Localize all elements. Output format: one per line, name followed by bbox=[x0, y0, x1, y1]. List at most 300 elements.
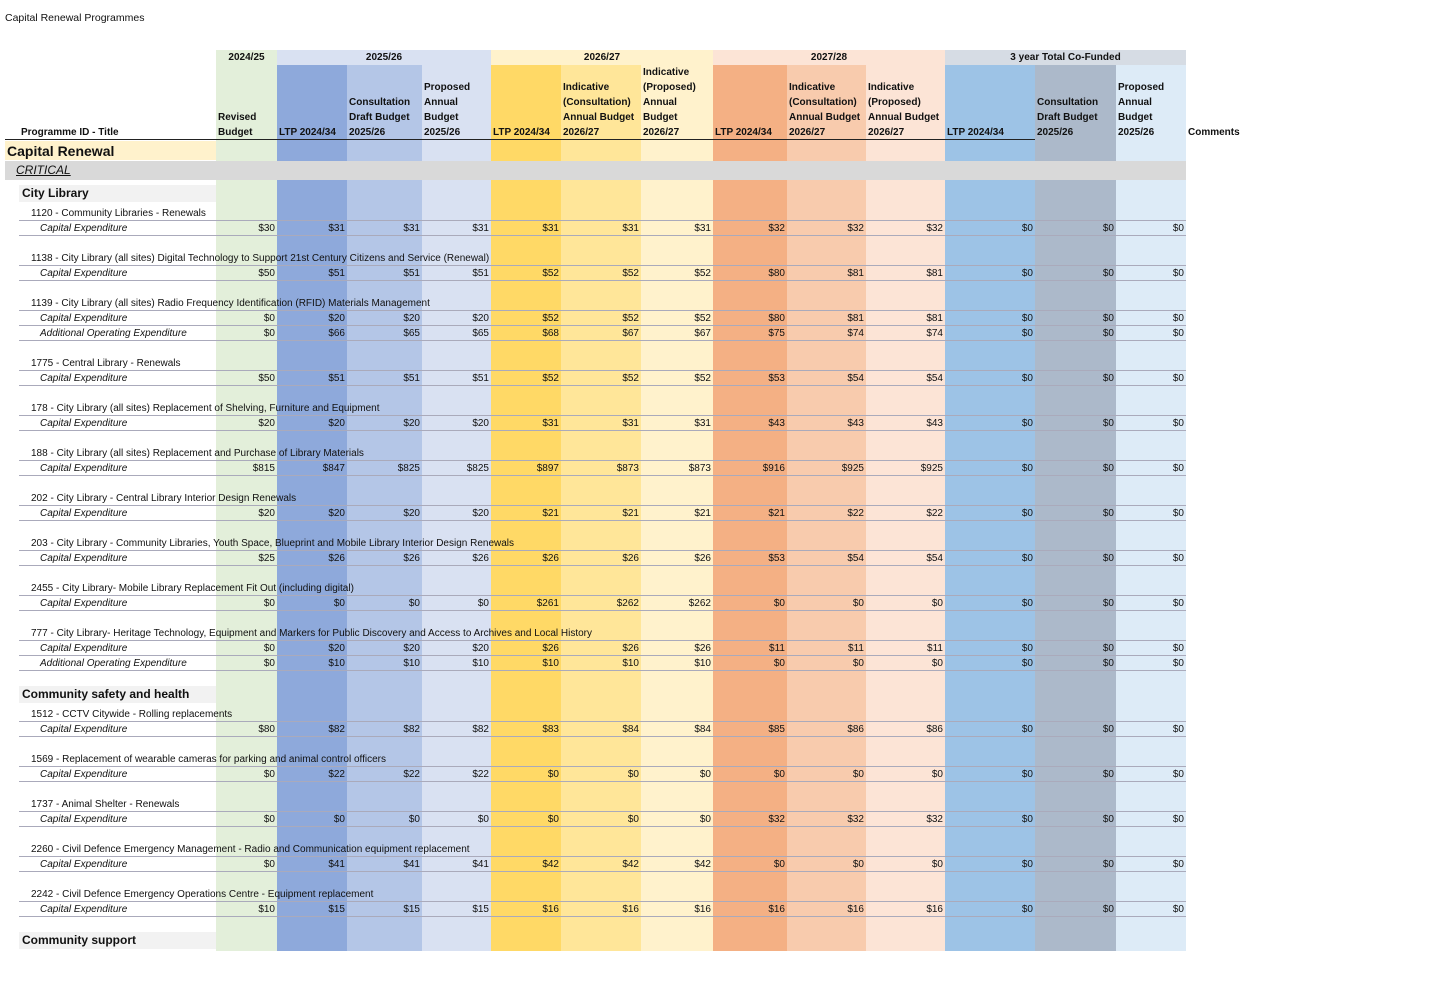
value-cell: $0 bbox=[1021, 373, 1033, 384]
column-header: Indicative (Consultation) Annual Budget 2026/27 bbox=[561, 65, 641, 140]
value-cell: $0 bbox=[1172, 373, 1184, 384]
programme-title: 1139 - City Library (all sites) Radio Frequency Identification (RFID) Materials Management bbox=[31, 298, 430, 309]
value-cell: $0 bbox=[1021, 724, 1033, 735]
value-cell: $0 bbox=[1021, 223, 1033, 234]
programme-title: 2260 - Civil Defence Emergency Management - Radio and Communication equipment replacement bbox=[31, 844, 470, 855]
value-cell: $0 bbox=[1102, 769, 1114, 780]
row-divider bbox=[19, 430, 1186, 431]
value-cell: $0 bbox=[1102, 463, 1114, 474]
value-cell: $26 bbox=[403, 553, 420, 564]
value-cell: $16 bbox=[622, 904, 639, 915]
value-cell: $0 bbox=[773, 598, 785, 609]
value-cell: $0 bbox=[1021, 418, 1033, 429]
value-cell: $20 bbox=[472, 643, 489, 654]
value-cell: $80 bbox=[258, 724, 275, 735]
value-cell: $21 bbox=[622, 508, 639, 519]
column-background bbox=[641, 140, 713, 951]
year-group-header: 2026/27 bbox=[491, 50, 713, 65]
table-row bbox=[0, 221, 1190, 236]
value-cell: $32 bbox=[926, 223, 943, 234]
value-cell: $825 bbox=[466, 463, 489, 474]
year-group-header: 3 year Total Co-Funded bbox=[945, 50, 1186, 65]
value-cell: $53 bbox=[768, 553, 785, 564]
column-background bbox=[866, 140, 945, 951]
value-cell: $22 bbox=[472, 769, 489, 780]
value-cell: $43 bbox=[768, 418, 785, 429]
value-cell: $50 bbox=[258, 373, 275, 384]
header-underline bbox=[5, 139, 1035, 140]
row-divider bbox=[19, 670, 1186, 671]
value-cell: $32 bbox=[768, 223, 785, 234]
row-divider bbox=[19, 871, 1186, 872]
programme-title: 1737 - Animal Shelter - Renewals bbox=[31, 799, 180, 810]
column-background bbox=[1035, 140, 1116, 951]
value-cell: $80 bbox=[768, 313, 785, 324]
table-row bbox=[0, 326, 1190, 341]
year-group-header: 2024/25 bbox=[216, 50, 277, 65]
value-cell: $20 bbox=[403, 313, 420, 324]
value-cell: $25 bbox=[258, 553, 275, 564]
value-cell: $84 bbox=[694, 724, 711, 735]
value-cell: $26 bbox=[694, 643, 711, 654]
value-cell: $68 bbox=[542, 328, 559, 339]
value-cell: $0 bbox=[547, 814, 559, 825]
value-cell: $11 bbox=[848, 643, 864, 654]
value-cell: $0 bbox=[1172, 508, 1184, 519]
row-label: Capital Expenditure bbox=[40, 223, 128, 234]
table-row bbox=[0, 857, 1190, 872]
row-label: Capital Expenditure bbox=[40, 463, 128, 474]
value-cell: $11 bbox=[769, 643, 785, 654]
column-header: Programme ID - Title bbox=[21, 127, 119, 138]
table-row bbox=[0, 461, 1190, 476]
value-cell: $0 bbox=[1172, 223, 1184, 234]
value-cell: $0 bbox=[1021, 463, 1033, 474]
value-cell: $26 bbox=[328, 553, 345, 564]
value-cell: $0 bbox=[1102, 418, 1114, 429]
table-row bbox=[0, 416, 1190, 431]
value-cell: $43 bbox=[847, 418, 864, 429]
row-divider bbox=[19, 610, 1186, 611]
value-cell: $0 bbox=[1021, 814, 1033, 825]
value-cell: $262 bbox=[616, 598, 639, 609]
row-divider bbox=[19, 781, 1186, 782]
row-divider bbox=[19, 520, 1186, 521]
row-label: Capital Expenditure bbox=[40, 643, 128, 654]
row-divider bbox=[19, 235, 1186, 236]
column-header: Indicative (Consultation) Annual Budget 2026/27 bbox=[787, 65, 866, 140]
value-cell: $20 bbox=[328, 418, 345, 429]
value-cell: $16 bbox=[694, 904, 711, 915]
value-cell: $20 bbox=[472, 508, 489, 519]
row-divider bbox=[19, 736, 1186, 737]
table-row bbox=[0, 656, 1190, 671]
value-cell: $0 bbox=[1021, 508, 1033, 519]
row-label: Capital Expenditure bbox=[40, 508, 128, 519]
value-cell: $26 bbox=[622, 643, 639, 654]
programme-title: 1512 - CCTV Citywide - Rolling replacements bbox=[31, 709, 233, 720]
value-cell: $81 bbox=[926, 268, 943, 279]
row-divider bbox=[19, 826, 1186, 827]
value-cell: $15 bbox=[403, 904, 420, 915]
row-divider bbox=[19, 385, 1186, 386]
value-cell: $41 bbox=[328, 859, 345, 870]
value-cell: $81 bbox=[847, 313, 864, 324]
value-cell: $825 bbox=[397, 463, 420, 474]
value-cell: $54 bbox=[926, 373, 943, 384]
page-title: Capital Renewal Programmes bbox=[5, 12, 145, 24]
value-cell: $916 bbox=[762, 463, 785, 474]
column-header: Comments bbox=[1188, 127, 1240, 138]
value-cell: $22 bbox=[847, 508, 864, 519]
value-cell: $22 bbox=[926, 508, 943, 519]
table-row bbox=[0, 551, 1190, 566]
value-cell: $65 bbox=[403, 328, 420, 339]
value-cell: $31 bbox=[328, 223, 345, 234]
value-cell: $52 bbox=[622, 373, 639, 384]
year-group-header: 2025/26 bbox=[277, 50, 491, 65]
column-background bbox=[1116, 140, 1186, 951]
value-cell: $51 bbox=[328, 268, 345, 279]
table-row bbox=[0, 266, 1190, 281]
value-cell: $0 bbox=[1102, 643, 1114, 654]
programme-title: 203 - City Library - Community Libraries, Youth Space, Blueprint and Mobile Library Interior Design Renewals bbox=[31, 538, 515, 549]
value-cell: $15 bbox=[328, 904, 345, 915]
value-cell: $0 bbox=[1021, 598, 1033, 609]
value-cell: $0 bbox=[1172, 724, 1184, 735]
value-cell: $10 bbox=[258, 904, 275, 915]
value-cell: $0 bbox=[1021, 859, 1033, 870]
row-divider bbox=[19, 475, 1186, 476]
value-cell: $52 bbox=[622, 268, 639, 279]
value-cell: $41 bbox=[472, 859, 489, 870]
value-cell: $0 bbox=[852, 769, 864, 780]
value-cell: $21 bbox=[768, 508, 785, 519]
value-cell: $0 bbox=[1021, 328, 1033, 339]
value-cell: $0 bbox=[627, 814, 639, 825]
group-title: City Library bbox=[22, 186, 89, 200]
value-cell: $0 bbox=[1102, 313, 1114, 324]
value-cell: $0 bbox=[1021, 658, 1033, 669]
value-cell: $0 bbox=[1102, 598, 1114, 609]
value-cell: $20 bbox=[258, 508, 275, 519]
value-cell: $52 bbox=[622, 313, 639, 324]
row-label: Capital Expenditure bbox=[40, 724, 128, 735]
value-cell: $31 bbox=[542, 223, 559, 234]
value-cell: $31 bbox=[694, 223, 711, 234]
category-label: CRITICAL bbox=[16, 163, 71, 177]
value-cell: $20 bbox=[258, 418, 275, 429]
value-cell: $0 bbox=[547, 769, 559, 780]
row-label: Capital Expenditure bbox=[40, 418, 128, 429]
column-background bbox=[945, 140, 1035, 951]
value-cell: $52 bbox=[694, 373, 711, 384]
value-cell: $0 bbox=[1172, 859, 1184, 870]
value-cell: $11 bbox=[927, 643, 943, 654]
value-cell: $42 bbox=[542, 859, 559, 870]
row-label: Capital Expenditure bbox=[40, 904, 128, 915]
value-cell: $16 bbox=[542, 904, 559, 915]
value-cell: $32 bbox=[847, 814, 864, 825]
value-cell: $83 bbox=[542, 724, 559, 735]
column-header: Proposed Annual Budget 2025/26 bbox=[1116, 65, 1186, 140]
value-cell: $22 bbox=[403, 769, 420, 780]
value-cell: $0 bbox=[263, 328, 275, 339]
row-label: Capital Expenditure bbox=[40, 769, 128, 780]
value-cell: $52 bbox=[542, 313, 559, 324]
column-header: LTP 2024/34 bbox=[277, 65, 347, 140]
value-cell: $0 bbox=[333, 598, 345, 609]
programme-title: 202 - City Library - Central Library Interior Design Renewals bbox=[31, 493, 297, 504]
value-cell: $0 bbox=[852, 859, 864, 870]
value-cell: $0 bbox=[931, 598, 943, 609]
value-cell: $16 bbox=[926, 904, 943, 915]
row-label: Capital Expenditure bbox=[40, 859, 128, 870]
value-cell: $10 bbox=[403, 658, 420, 669]
value-cell: $0 bbox=[773, 658, 785, 669]
value-cell: $0 bbox=[263, 859, 275, 870]
value-cell: $30 bbox=[258, 223, 275, 234]
value-cell: $51 bbox=[328, 373, 345, 384]
value-cell: $86 bbox=[847, 724, 864, 735]
value-cell: $16 bbox=[847, 904, 864, 915]
value-cell: $873 bbox=[688, 463, 711, 474]
value-cell: $925 bbox=[920, 463, 943, 474]
value-cell: $0 bbox=[699, 814, 711, 825]
table-row bbox=[0, 506, 1190, 521]
value-cell: $0 bbox=[1102, 553, 1114, 564]
value-cell: $0 bbox=[1102, 373, 1114, 384]
value-cell: $51 bbox=[403, 268, 420, 279]
value-cell: $0 bbox=[1172, 643, 1184, 654]
table-row bbox=[0, 902, 1190, 917]
value-cell: $20 bbox=[328, 508, 345, 519]
row-label: Capital Expenditure bbox=[40, 598, 128, 609]
column-header: Indicative (Proposed) Annual Budget 2026/27 bbox=[866, 65, 945, 140]
value-cell: $0 bbox=[1021, 643, 1033, 654]
value-cell: $0 bbox=[263, 643, 275, 654]
value-cell: $31 bbox=[403, 223, 420, 234]
value-cell: $82 bbox=[472, 724, 489, 735]
value-cell: $873 bbox=[616, 463, 639, 474]
value-cell: $0 bbox=[408, 598, 420, 609]
value-cell: $51 bbox=[472, 373, 489, 384]
value-cell: $82 bbox=[328, 724, 345, 735]
value-cell: $0 bbox=[408, 814, 420, 825]
programme-title: 2242 - Civil Defence Emergency Operations Centre - Equipment replacement bbox=[31, 889, 374, 900]
value-cell: $54 bbox=[847, 373, 864, 384]
value-cell: $31 bbox=[472, 223, 489, 234]
value-cell: $52 bbox=[694, 268, 711, 279]
row-label: Additional Operating Expenditure bbox=[40, 328, 187, 339]
value-cell: $0 bbox=[1102, 268, 1114, 279]
row-divider bbox=[19, 340, 1186, 341]
value-cell: $0 bbox=[333, 814, 345, 825]
value-cell: $0 bbox=[263, 658, 275, 669]
programme-title: 2455 - City Library- Mobile Library Replacement Fit Out (including digital) bbox=[31, 583, 354, 594]
value-cell: $16 bbox=[768, 904, 785, 915]
value-cell: $52 bbox=[694, 313, 711, 324]
value-cell: $32 bbox=[926, 814, 943, 825]
value-cell: $86 bbox=[926, 724, 943, 735]
value-cell: $20 bbox=[472, 313, 489, 324]
value-cell: $54 bbox=[847, 553, 864, 564]
value-cell: $0 bbox=[1102, 328, 1114, 339]
value-cell: $0 bbox=[1102, 904, 1114, 915]
year-group-header: 2027/28 bbox=[713, 50, 945, 65]
value-cell: $0 bbox=[1021, 904, 1033, 915]
value-cell: $0 bbox=[852, 658, 864, 669]
value-cell: $0 bbox=[263, 313, 275, 324]
value-cell: $10 bbox=[694, 658, 711, 669]
row-label: Capital Expenditure bbox=[40, 313, 128, 324]
value-cell: $26 bbox=[622, 553, 639, 564]
value-cell: $0 bbox=[931, 658, 943, 669]
value-cell: $41 bbox=[403, 859, 420, 870]
table-row bbox=[0, 641, 1190, 656]
value-cell: $0 bbox=[1021, 313, 1033, 324]
value-cell: $51 bbox=[472, 268, 489, 279]
value-cell: $0 bbox=[699, 769, 711, 780]
value-cell: $261 bbox=[536, 598, 559, 609]
value-cell: $0 bbox=[1172, 268, 1184, 279]
value-cell: $32 bbox=[768, 814, 785, 825]
column-header: Consultation Draft Budget 2025/26 bbox=[347, 65, 422, 140]
value-cell: $925 bbox=[841, 463, 864, 474]
table-row bbox=[0, 722, 1190, 737]
row-label: Capital Expenditure bbox=[40, 373, 128, 384]
programme-title: 1569 - Replacement of wearable cameras for parking and animal control officers bbox=[31, 754, 386, 765]
value-cell: $31 bbox=[622, 418, 639, 429]
value-cell: $26 bbox=[542, 643, 559, 654]
value-cell: $20 bbox=[403, 643, 420, 654]
group-title: Community safety and health bbox=[22, 687, 190, 701]
value-cell: $0 bbox=[1172, 814, 1184, 825]
row-divider bbox=[19, 280, 1186, 281]
value-cell: $52 bbox=[542, 268, 559, 279]
column-header: LTP 2024/34 bbox=[713, 65, 787, 140]
value-cell: $0 bbox=[1102, 724, 1114, 735]
value-cell: $67 bbox=[694, 328, 711, 339]
value-cell: $42 bbox=[622, 859, 639, 870]
table-row bbox=[0, 311, 1190, 326]
value-cell: $0 bbox=[1172, 313, 1184, 324]
value-cell: $0 bbox=[852, 598, 864, 609]
programme-title: 777 - City Library- Heritage Technology, Equipment and Markers for Public Discovery and Access to Archives and Local History bbox=[31, 628, 592, 639]
value-cell: $42 bbox=[694, 859, 711, 870]
category-band bbox=[5, 161, 1186, 180]
value-cell: $26 bbox=[694, 553, 711, 564]
value-cell: $22 bbox=[328, 769, 345, 780]
column-background bbox=[713, 140, 787, 951]
value-cell: $52 bbox=[542, 373, 559, 384]
table-row bbox=[0, 596, 1190, 611]
column-header: Indicative (Proposed) Annual Budget 2026/27 bbox=[641, 65, 713, 140]
value-cell: $897 bbox=[536, 463, 559, 474]
value-cell: $0 bbox=[1021, 268, 1033, 279]
value-cell: $65 bbox=[472, 328, 489, 339]
value-cell: $0 bbox=[931, 859, 943, 870]
column-header: Consultation Draft Budget 2025/26 bbox=[1035, 65, 1116, 140]
value-cell: $0 bbox=[1102, 508, 1114, 519]
value-cell: $80 bbox=[768, 268, 785, 279]
programme-title: 1138 - City Library (all sites) Digital Technology to Support 21st Century Citizens and Service (Renewal) bbox=[31, 253, 490, 264]
programme-title: 178 - City Library (all sites) Replacement of Shelving, Furniture and Equipment bbox=[31, 403, 380, 414]
value-cell: $20 bbox=[472, 418, 489, 429]
value-cell: $32 bbox=[847, 223, 864, 234]
group-title: Community support bbox=[22, 933, 136, 947]
section-title: Capital Renewal bbox=[7, 143, 115, 159]
value-cell: $0 bbox=[1102, 859, 1114, 870]
value-cell: $43 bbox=[926, 418, 943, 429]
value-cell: $54 bbox=[926, 553, 943, 564]
column-header: Proposed Annual Budget 2025/26 bbox=[422, 65, 491, 140]
value-cell: $0 bbox=[1172, 328, 1184, 339]
value-cell: $0 bbox=[263, 769, 275, 780]
table-row bbox=[0, 812, 1190, 827]
row-label: Additional Operating Expenditure bbox=[40, 658, 187, 669]
column-background bbox=[787, 140, 866, 951]
column-background bbox=[561, 140, 641, 951]
value-cell: $85 bbox=[768, 724, 785, 735]
row-label: Capital Expenditure bbox=[40, 553, 128, 564]
value-cell: $31 bbox=[694, 418, 711, 429]
value-cell: $847 bbox=[322, 463, 345, 474]
table-row bbox=[0, 371, 1190, 386]
value-cell: $66 bbox=[328, 328, 345, 339]
value-cell: $50 bbox=[258, 268, 275, 279]
value-cell: $31 bbox=[542, 418, 559, 429]
value-cell: $815 bbox=[252, 463, 275, 474]
value-cell: $0 bbox=[931, 769, 943, 780]
column-header: LTP 2024/34 bbox=[945, 65, 1035, 140]
table-row bbox=[0, 767, 1190, 782]
value-cell: $26 bbox=[472, 553, 489, 564]
row-divider bbox=[19, 565, 1186, 566]
value-cell: $74 bbox=[926, 328, 943, 339]
column-header: Revised Budget bbox=[216, 65, 277, 140]
value-cell: $0 bbox=[1102, 223, 1114, 234]
value-cell: $81 bbox=[847, 268, 864, 279]
value-cell: $82 bbox=[403, 724, 420, 735]
value-cell: $0 bbox=[1021, 553, 1033, 564]
value-cell: $21 bbox=[694, 508, 711, 519]
value-cell: $0 bbox=[263, 598, 275, 609]
value-cell: $0 bbox=[1172, 418, 1184, 429]
value-cell: $75 bbox=[768, 328, 785, 339]
value-cell: $20 bbox=[403, 508, 420, 519]
value-cell: $15 bbox=[472, 904, 489, 915]
value-cell: $0 bbox=[477, 814, 489, 825]
value-cell: $10 bbox=[472, 658, 489, 669]
value-cell: $0 bbox=[1172, 598, 1184, 609]
value-cell: $20 bbox=[328, 313, 345, 324]
value-cell: $10 bbox=[542, 658, 559, 669]
row-label: Capital Expenditure bbox=[40, 814, 128, 825]
value-cell: $74 bbox=[847, 328, 864, 339]
value-cell: $0 bbox=[1172, 904, 1184, 915]
column-header: LTP 2024/34 bbox=[491, 65, 561, 140]
value-cell: $84 bbox=[622, 724, 639, 735]
value-cell: $0 bbox=[263, 814, 275, 825]
value-cell: $20 bbox=[403, 418, 420, 429]
value-cell: $0 bbox=[1102, 814, 1114, 825]
value-cell: $0 bbox=[1172, 658, 1184, 669]
value-cell: $0 bbox=[773, 859, 785, 870]
value-cell: $262 bbox=[688, 598, 711, 609]
value-cell: $81 bbox=[926, 313, 943, 324]
row-divider bbox=[19, 916, 1186, 917]
